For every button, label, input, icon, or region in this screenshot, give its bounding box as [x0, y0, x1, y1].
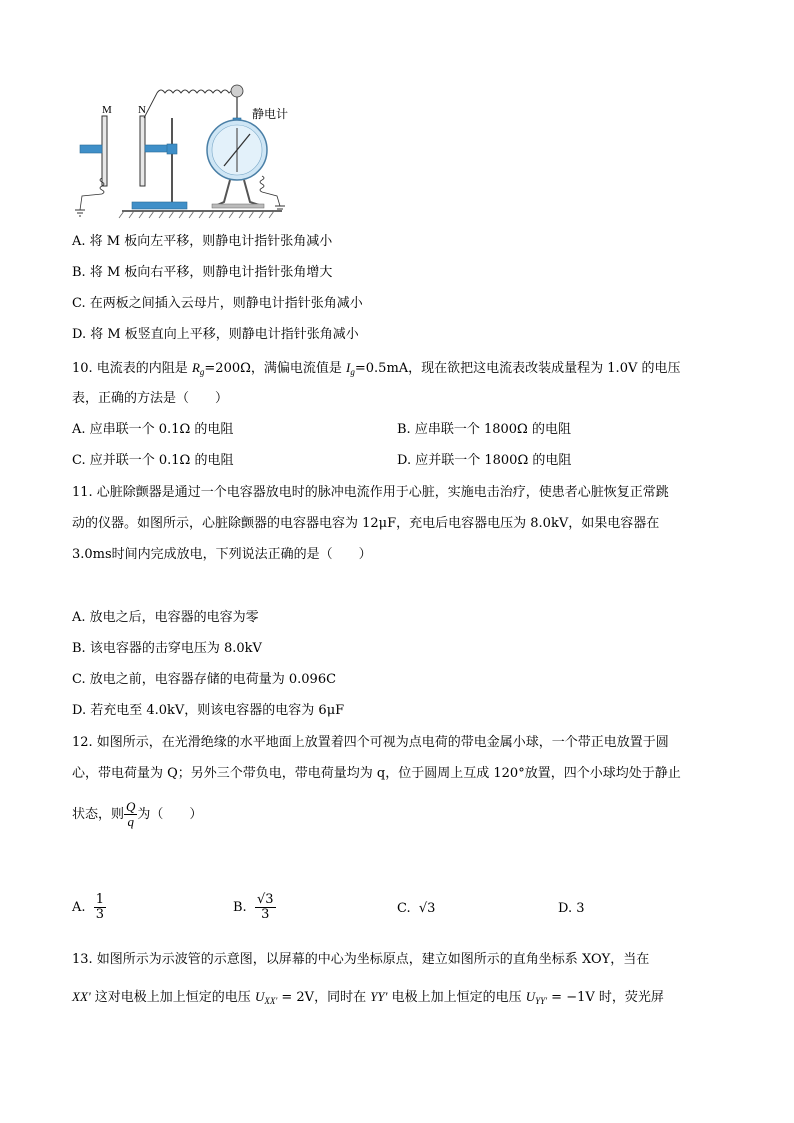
plate-N	[140, 116, 145, 186]
q12-option-D: D. 3	[558, 901, 585, 916]
label-electrometer: 静电计	[252, 107, 289, 121]
q12-option-C: C. √3	[397, 901, 436, 916]
q10-stem-line2: 表，正确的方法是（ ）	[72, 391, 229, 406]
q9-option-D: D. 将 M 板竖直向上平移，则静电计指针张角减小	[72, 327, 359, 342]
q12-stem-line3: 状态，则 $\frac{Q}{q}$ 为（ ）	[72, 799, 203, 829]
q10-option-D: D. 应并联一个 1800Ω 的电阻	[397, 453, 572, 468]
q11-stem-line2: 动的仪器。如图所示，心脏除颤器的电容器电容为 12μF，充电后电容器电压为 8.0kV，如果电容器在	[72, 516, 660, 531]
plate-M	[102, 116, 107, 186]
q12-option-B: B. $\frac{√3}{3}$	[233, 892, 274, 922]
q10-option-B: B. 应串联一个 1800Ω 的电阻	[397, 422, 571, 437]
electrometer-figure	[72, 78, 302, 220]
q12-stem-line2: 心，带电荷量为 Q；另外三个带负电，带电荷量均为 q，位于圆周上互成 120°放置，四个小球均处于静止	[72, 766, 681, 781]
q13-stem-line2: XX' 这对电极上加上恒定的电压 $U_{XX'} = 2V$，同时在 YY' 电极上加上恒定的电压 $U_{YY'} = -1V$ 时，荧光屏	[72, 989, 664, 1006]
q12-stem-line1: 12. 如图所示，在光滑绝缘的水平地面上放置着四个可视为点电荷的带电金属小球，一个带正电放置于圆	[72, 735, 669, 750]
q9-option-A: A. 将 M 板向左平移，则静电计指针张角减小	[72, 234, 333, 249]
q12-option-A: A. $\frac{1}{3}$	[72, 892, 105, 922]
q10-option-C: C. 应并联一个 0.1Ω 的电阻	[72, 453, 234, 468]
q10-option-A: A. 应串联一个 0.1Ω 的电阻	[72, 422, 234, 437]
label-M: M	[102, 104, 112, 116]
q11-option-D: D. 若充电至 4.0kV，则该电容器的电容为 6μF	[72, 703, 345, 718]
q9-option-B: B. 将 M 板向右平移，则静电计指针张角增大	[72, 265, 333, 280]
q11-stem-line1: 11. 心脏除颤器是通过一个电容器放电时的脉冲电流作用于心脏，实施电击治疗，使患者心脏恢复正常跳	[72, 485, 669, 500]
q10-stem-line1: 10. 电流表的内阻是 $R_g=200\Omega$，满偏电流值是 $I_g=0.5mA$，现在欲把这电流表改装成量程为 1.0V 的电压	[72, 360, 681, 377]
q11-option-B: B. 该电容器的击穿电压为 8.0kV	[72, 641, 262, 656]
q11-option-A: A. 放电之后，电容器的电容为零	[72, 610, 259, 625]
q11-option-C: C. 放电之前，电容器存储的电荷量为 0.096C	[72, 672, 337, 687]
q12-fraction: $\frac{Q}{q}$	[126, 799, 136, 829]
q11-stem-line3: 3.0ms时间内完成放电，下列说法正确的是（ ）	[72, 547, 372, 562]
q9-option-C: C. 在两板之间插入云母片，则静电计指针张角减小	[72, 296, 363, 311]
electrometer-knob	[231, 85, 243, 97]
label-N: N	[138, 104, 146, 116]
q13-stem-line1: 13. 如图所示为示波管的示意图，以屏幕的中心为坐标原点，建立如图所示的直角坐标系 XOY，当在	[72, 952, 650, 967]
